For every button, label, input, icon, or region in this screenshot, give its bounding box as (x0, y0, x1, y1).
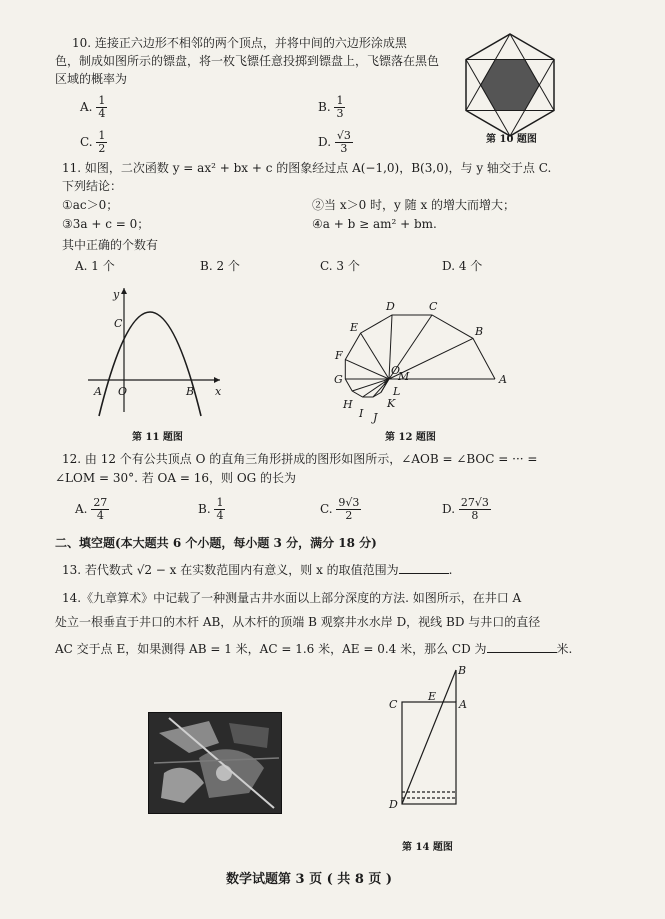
figure-12-caption: 第 12 题图 (385, 432, 436, 443)
label-x: x (215, 385, 222, 398)
q11-line2: 下列结论： (62, 179, 123, 193)
q12-option-c: C. $\frac{9√3}{2}$ (320, 496, 360, 522)
q10-option-a: A. $\frac{1}{4}$ (80, 94, 106, 120)
label-a: A (499, 373, 507, 386)
q13-text: 13. 若代数式 √2 − x 在实数范围内有意义，则 x 的取值范围为 . (62, 563, 453, 577)
label-b: B (186, 385, 195, 398)
section-2-heading: 二、填空题(本大题共 6 个小题，每小题 3 分，满分 18 分) (55, 536, 377, 550)
label-b: B (475, 325, 484, 338)
label-k: K (387, 397, 396, 410)
label-b: B (458, 664, 467, 677)
label-h: H (343, 398, 353, 411)
label-o: O (391, 364, 401, 377)
figure-11-caption: 第 11 题图 (132, 432, 183, 443)
q11-conclusion-4: ④a + b ≥ am² + bm. (312, 217, 437, 231)
label-a: A (459, 698, 467, 711)
ancient-well-illustration (148, 712, 282, 814)
label-j: J (373, 411, 378, 424)
label-y: y (113, 288, 120, 301)
q12-line1: 12. 由 12 个有公共顶点 O 的直角三角形拼成的图形如图所示，∠AOB = ∠BOC = ··· = (62, 452, 538, 466)
label-g: G (334, 373, 343, 386)
label-d: D (389, 798, 398, 811)
label-c: C (114, 317, 123, 330)
q12-line2: ∠LOM = 30°. 若 OA = 16，则 OG 的长为 (55, 471, 297, 485)
q11-line3: 其中正确的个数有 (62, 238, 159, 252)
q11-option-d: D. 4 个 (442, 259, 483, 273)
label-c: C (429, 300, 438, 313)
q14-answer-blank[interactable] (487, 640, 557, 653)
q11-line1: 11. 如图，二次函数 y = ax² + bx + c 的图象经过点 A(−1,0)，B(3,0)，与 y 轴交于点 C. (62, 161, 552, 175)
q10-line3: 区域的概率为 (55, 72, 128, 86)
q14-line2: 处立一根垂直于井口的木杆 AB，从木杆的顶端 B 观察井水水岸 D，视线 BD 与井口的直径 (55, 615, 541, 629)
label-e: E (428, 690, 437, 703)
q11-option-b: B. 2 个 (200, 259, 240, 273)
q12-option-b: B. $\frac{1}{4}$ (198, 496, 224, 522)
q11-conclusion-3: ③3a + c = 0； (62, 217, 150, 231)
label-l: L (393, 385, 401, 398)
page-footer: 数学试题第 3 页 ( 共 8 页 ) (226, 872, 393, 887)
q10-option-d: D. $\frac{√3}{3}$ (318, 129, 351, 155)
q14-line1: 14.《九章算术》中记载了一种测量古井水面以上部分深度的方法. 如图所示，在井口 A (62, 591, 522, 605)
label-o: O (118, 385, 128, 398)
q11-conclusion-2: ②当 x＞0 时，y 随 x 的增大而增大； (312, 198, 516, 212)
q14-line3: AC 交于点 E，如果测得 AB = 1 米，AC = 1.6 米，AE = 0.4 米，那么 CD 为 米. (55, 642, 573, 656)
label-f: F (335, 349, 343, 362)
q12-option-d: D. $\frac{27√3}{8}$ (442, 496, 489, 522)
q11-conclusion-1: ①ac＞0； (62, 198, 119, 212)
q11-option-c: C. 3 个 (320, 259, 360, 273)
figure-11-parabola (80, 280, 230, 420)
label-e: E (350, 321, 359, 334)
q13-answer-blank[interactable] (399, 561, 449, 574)
label-c: C (389, 698, 398, 711)
figure-12-spiral (325, 295, 525, 430)
label-d: D (386, 300, 395, 313)
label-m: M (398, 370, 410, 383)
q12-option-a: A. $\frac{27}{4}$ (75, 496, 108, 522)
q10-line2: 色，制成如图所示的镖盘，将一枚飞镖任意投掷到镖盘上，飞镖落在黑色 (55, 54, 440, 68)
q10-line1: 10. 连接正六边形不相邻的两个顶点，并将中间的六边形涂成黑 (72, 36, 407, 50)
q10-option-b: B. $\frac{1}{3}$ (318, 94, 344, 120)
figure-14-well (380, 662, 480, 820)
q10-option-c: C. $\frac{1}{2}$ (80, 129, 106, 155)
label-a: A (94, 385, 102, 398)
figure-14-caption: 第 14 题图 (402, 842, 453, 853)
label-i: I (359, 407, 364, 420)
q11-option-a: A. 1 个 (75, 259, 115, 273)
figure-10-dartboard (455, 30, 565, 140)
figure-10-caption: 第 10 题图 (486, 134, 537, 145)
